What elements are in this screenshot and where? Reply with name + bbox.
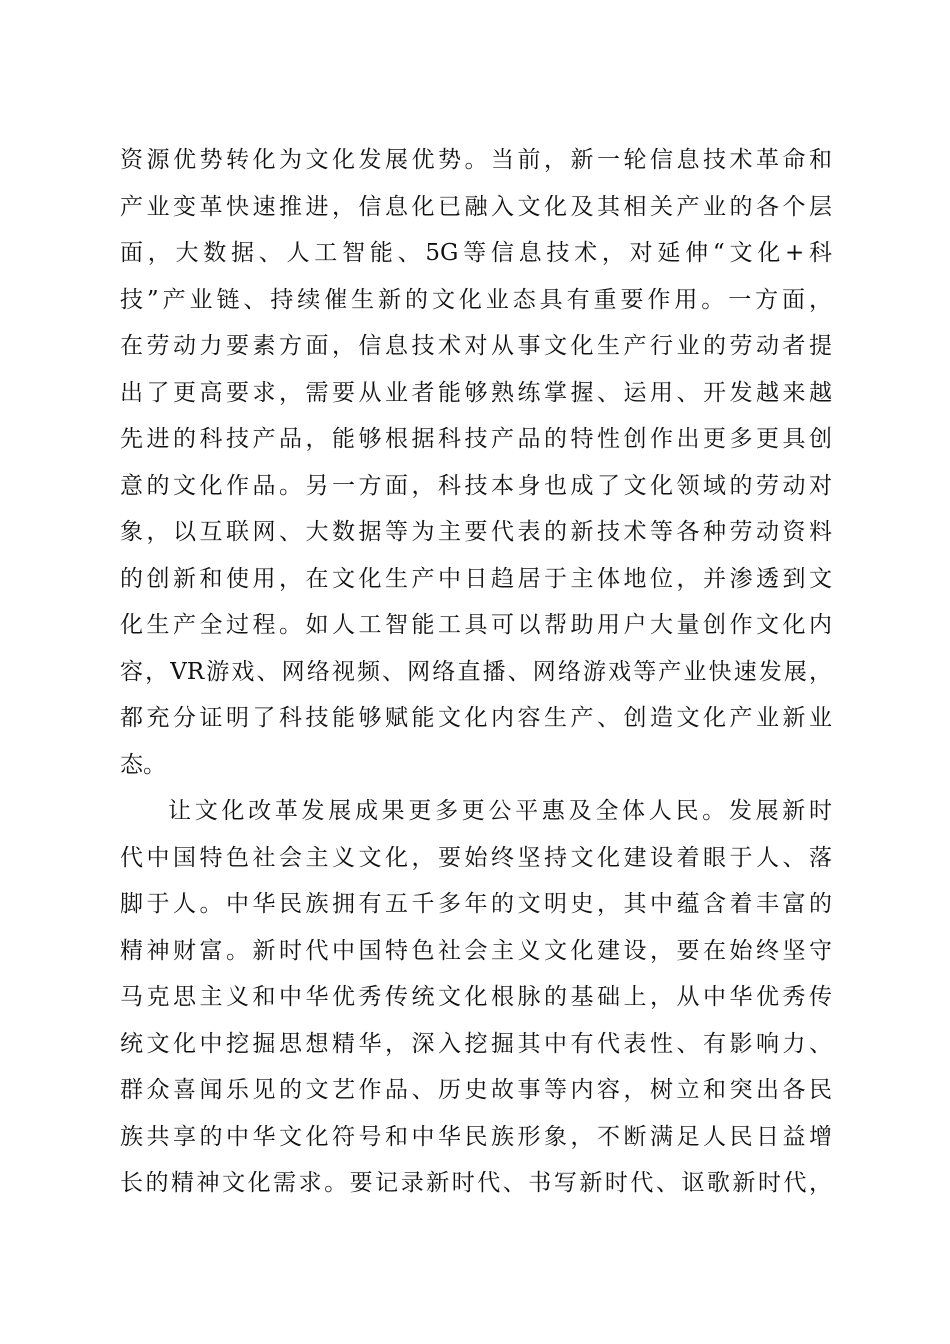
text-line: 面，大数据、人工智能、5G等信息技术，对延伸“文化+科 xyxy=(120,240,832,266)
text-line: 都充分证明了科技能够赋能文化内容生产、创造文化产业新业 xyxy=(120,705,832,731)
document-body xyxy=(120,137,832,1207)
text-line: 态。 xyxy=(120,751,166,778)
text-line: 群众喜闻乐见的文艺作品、历史故事等内容，树立和突出各民 xyxy=(120,1077,832,1103)
text-line: 先进的科技产品，能够根据科技产品的特性创作出更多更具创 xyxy=(120,426,832,452)
text-line: 技”产业链、持续催生新的文化业态具有重要作用。一方面， xyxy=(120,286,832,313)
text-line: 让文化改革发展成果更多更公平惠及全体人民。发展新时 xyxy=(168,798,832,824)
text-line: 化生产全过程。如人工智能工具可以帮助用户大量创作文化内 xyxy=(120,612,832,638)
text-line: 在劳动力要素方面，信息技术对从事文化生产行业的劳动者提 xyxy=(120,333,832,359)
text-line: 象，以互联网、大数据等为主要代表的新技术等各种劳动资料 xyxy=(120,519,832,545)
text-line: 资源优势转化为文化发展优势。当前，新一轮信息技术革命和 xyxy=(120,147,832,173)
text-line: 马克思主义和中华优秀传统文化根脉的基础上，从中华优秀传 xyxy=(120,984,832,1010)
paragraph-1 xyxy=(120,137,832,788)
text-line: 的创新和使用，在文化生产中日趋居于主体地位，并渗透到文 xyxy=(120,565,832,592)
text-line: 统文化中挖掘思想精华，深入挖掘其中有代表性、有影响力、 xyxy=(120,1030,832,1057)
text-line: 长的精神文化需求。要记录新时代、书写新时代、讴歌新时代， xyxy=(120,1170,832,1196)
text-line: 容，VR游戏、网络视频、网络直播、网络游戏等产业快速发展， xyxy=(120,658,832,685)
text-line: 意的文化作品。另一方面，科技本身也成了文化领域的劳动对 xyxy=(120,472,832,499)
text-line: 族共享的中华文化符号和中华民族形象，不断满足人民日益增 xyxy=(120,1123,832,1150)
text-line: 出了更高要求，需要从业者能够熟练掌握、运用、开发越来越 xyxy=(120,379,832,406)
paragraph-2 xyxy=(120,788,832,1207)
text-line: 精神财富。新时代中国特色社会主义文化建设，要在始终坚守 xyxy=(120,937,832,964)
text-line: 产业变革快速推进，信息化已融入文化及其相关产业的各个层 xyxy=(120,193,832,220)
text-line: 代中国特色社会主义文化，要始终坚持文化建设着眼于人、落 xyxy=(120,844,832,871)
text-line: 脚于人。中华民族拥有五千多年的文明史，其中蕴含着丰富的 xyxy=(120,891,832,917)
